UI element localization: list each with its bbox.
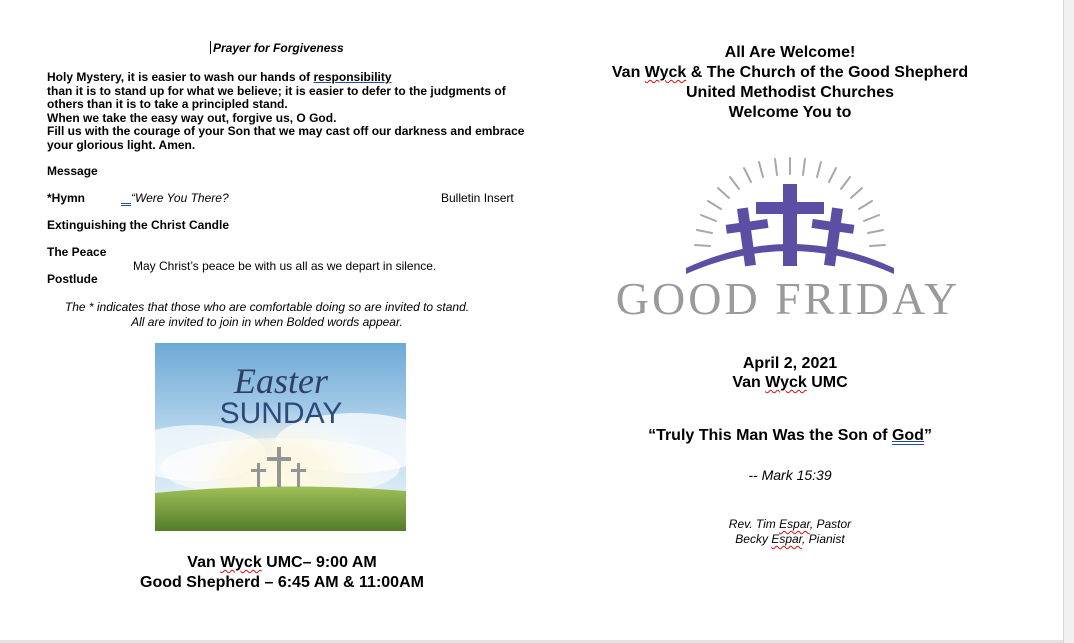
spell-check-word: Espar [779, 517, 810, 531]
underlined-word: responsibility [313, 70, 392, 84]
prayer-line: than it is to stand up for what we believe; it is easier to defer to the judgments of [47, 83, 506, 98]
underlined-word: God [891, 427, 924, 444]
prayer-line: Fill us with the courage of your Son that we may cast off our darkness and embrace [47, 124, 525, 138]
welcome-line [560, 63, 1020, 83]
image-script-text: Easter [234, 361, 328, 401]
time-text: UMC– 9:00 AM [261, 554, 377, 571]
welcome-block [560, 43, 1020, 123]
easter-sunday-image [155, 343, 406, 531]
spell-check-word: Wyck [765, 374, 807, 391]
welcome-text: & The Church of the Good Shepherd [686, 64, 969, 81]
pastor-credit [560, 517, 1020, 532]
time-text: Van [187, 554, 221, 571]
service-date: April 2, 2021 [742, 355, 838, 372]
hymn-marker [121, 191, 131, 205]
credit-text: , Pianist [802, 532, 845, 546]
credit-text: Rev. Tim [728, 517, 780, 531]
peace-label: The Peace [47, 245, 107, 259]
service-location [560, 373, 1020, 392]
theme-text: ” [923, 427, 932, 444]
welcome-text: Van [611, 64, 645, 81]
spell-check-word: Wyck [220, 554, 262, 571]
welcome-line: Welcome You to [728, 104, 852, 121]
vertical-scrollbar[interactable] [1063, 0, 1074, 643]
prayer-line: others than it is to take a principled stand. [47, 97, 288, 111]
text-cursor [210, 41, 211, 54]
service-time-good-shepherd: Good Shepherd – 6:45 AM & 11:00AM [140, 574, 424, 591]
good-friday-logo [590, 148, 990, 328]
hymn-label: *Hymn [47, 191, 86, 205]
hymn-title-text: “Were You There? [131, 191, 229, 205]
prayer-title-text: Prayer for Forgiveness [213, 41, 344, 55]
prayer-line-text: Holy Mystery, it is easier to wash our hands of [47, 70, 314, 84]
service-time-vanwyck [100, 554, 464, 572]
message-label: Message [47, 164, 98, 178]
location-text: UMC [806, 374, 848, 391]
hymn-source: Bulletin Insert [441, 191, 514, 205]
pianist-credit [560, 532, 1020, 547]
standing-note: The * indicates that those who are comfortable doing so are invited to stand. [64, 300, 470, 314]
credit-text: , Pastor [809, 517, 852, 531]
prayer-line: When we take the easy way out, forgive us, O God. [47, 110, 337, 125]
peace-text: May Christ’s peace be with us all as we depart in silence. [133, 259, 437, 273]
location-text: Van [732, 374, 766, 391]
sermon-theme [560, 427, 1020, 445]
welcome-line: United Methodist Churches [685, 84, 894, 101]
spell-check-word: Wyck [644, 64, 687, 81]
spell-check-word: Espar [771, 532, 802, 546]
extinguishing-label: Extinguishing the Christ Candle [47, 218, 230, 232]
theme-text: “Truly This Man Was the Son of [648, 427, 892, 444]
postlude-label: Postlude [47, 272, 98, 286]
scripture-reference: -- Mark 15:39 [748, 467, 832, 483]
prayer-line: your glorious light. Amen. [47, 137, 196, 152]
prayer-line [47, 71, 524, 85]
image-word-text: SUNDAY [219, 397, 343, 430]
prayer-text [47, 71, 524, 152]
bold-words-note: All are invited to join in when Bolded words appear. [131, 315, 403, 329]
hymn-title [121, 191, 229, 205]
welcome-line: All Are Welcome! [724, 44, 856, 61]
prayer-title [210, 41, 344, 55]
good-friday-text: GOOD FRIDAY [615, 273, 961, 324]
credit-text: Becky [735, 532, 772, 546]
credits [560, 517, 1020, 547]
